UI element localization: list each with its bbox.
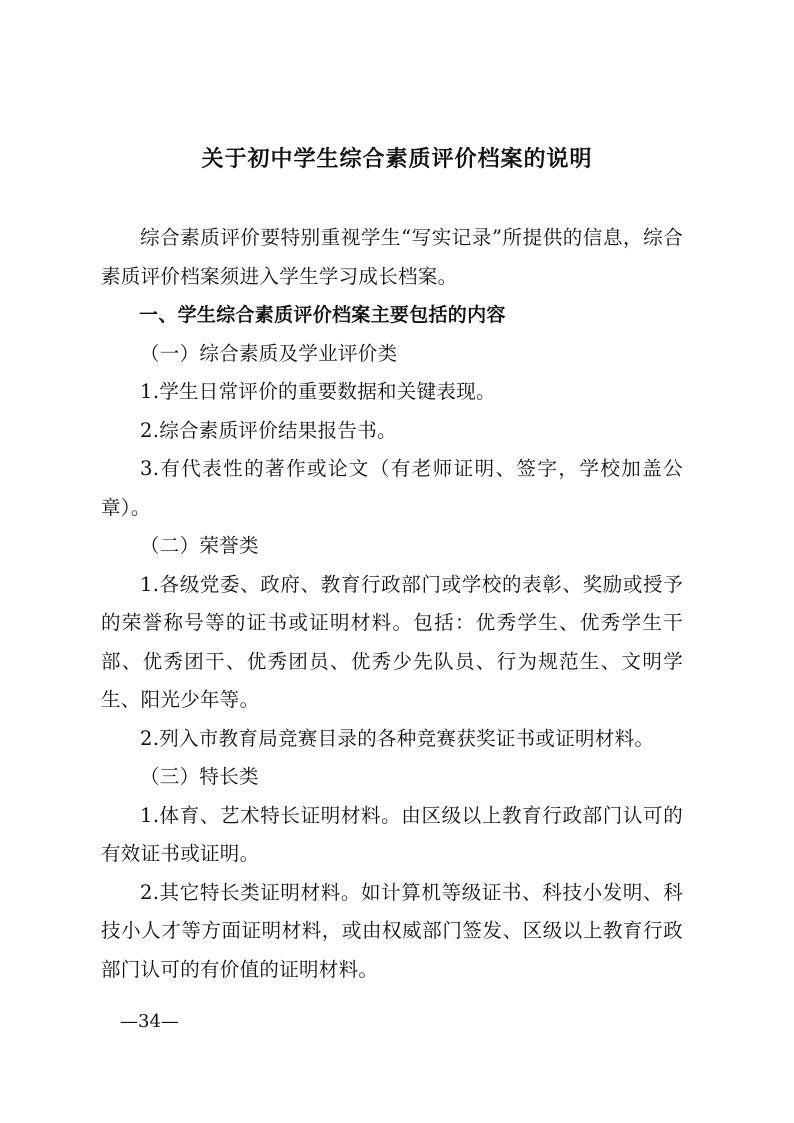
section-heading: 一、学生综合素质评价档案主要包括的内容 [139,304,506,326]
page-number: —34— [120,1011,179,1032]
list-item: 1.各级党委、政府、教育行政部门或学校的表彰、奖励或授予的荣誉称号等的证书或证明材料。包括：优秀学生、优秀学生干部、优秀团干、优秀团员、优秀少先队员、行为规范生、文明学生、阳光少年等。 [101,572,683,711]
list-item: 3.有代表性的著作或论文（有老师证明、签字，学校加盖公章）。 [101,457,683,519]
list-item: 1.学生日常评价的重要数据和关键表现。 [140,380,496,403]
intro-paragraph: 综合素质评价要特别重视学生“写实记录”所提供的信息，综合素质评价档案须进入学生学习成长档案。 [101,226,683,288]
list-item: 1.体育、艺术特长证明材料。由区级以上教育行政部门认可的有效证书或证明。 [101,803,683,865]
document-title: 关于初中学生综合素质评价档案的说明 [201,147,593,172]
document-body [101,219,683,989]
list-item: 2.其它特长类证明材料。如计算机等级证书、科技小发明、科技小人才等方面证明材料，或由权威部门签发、区级以上教育行政部门认可的有价值的证明材料。 [101,880,683,981]
subsection-heading: （一）综合素质及学业评价类 [140,341,398,365]
list-item: 2.列入市教育局竞赛目录的各种竞赛获奖证书或证明材料。 [140,726,655,750]
subsection-heading: （三）特长类 [140,765,259,788]
subsection-heading: （二）荣誉类 [140,534,259,557]
list-item: 2.综合素质评价结果报告书。 [140,418,397,442]
